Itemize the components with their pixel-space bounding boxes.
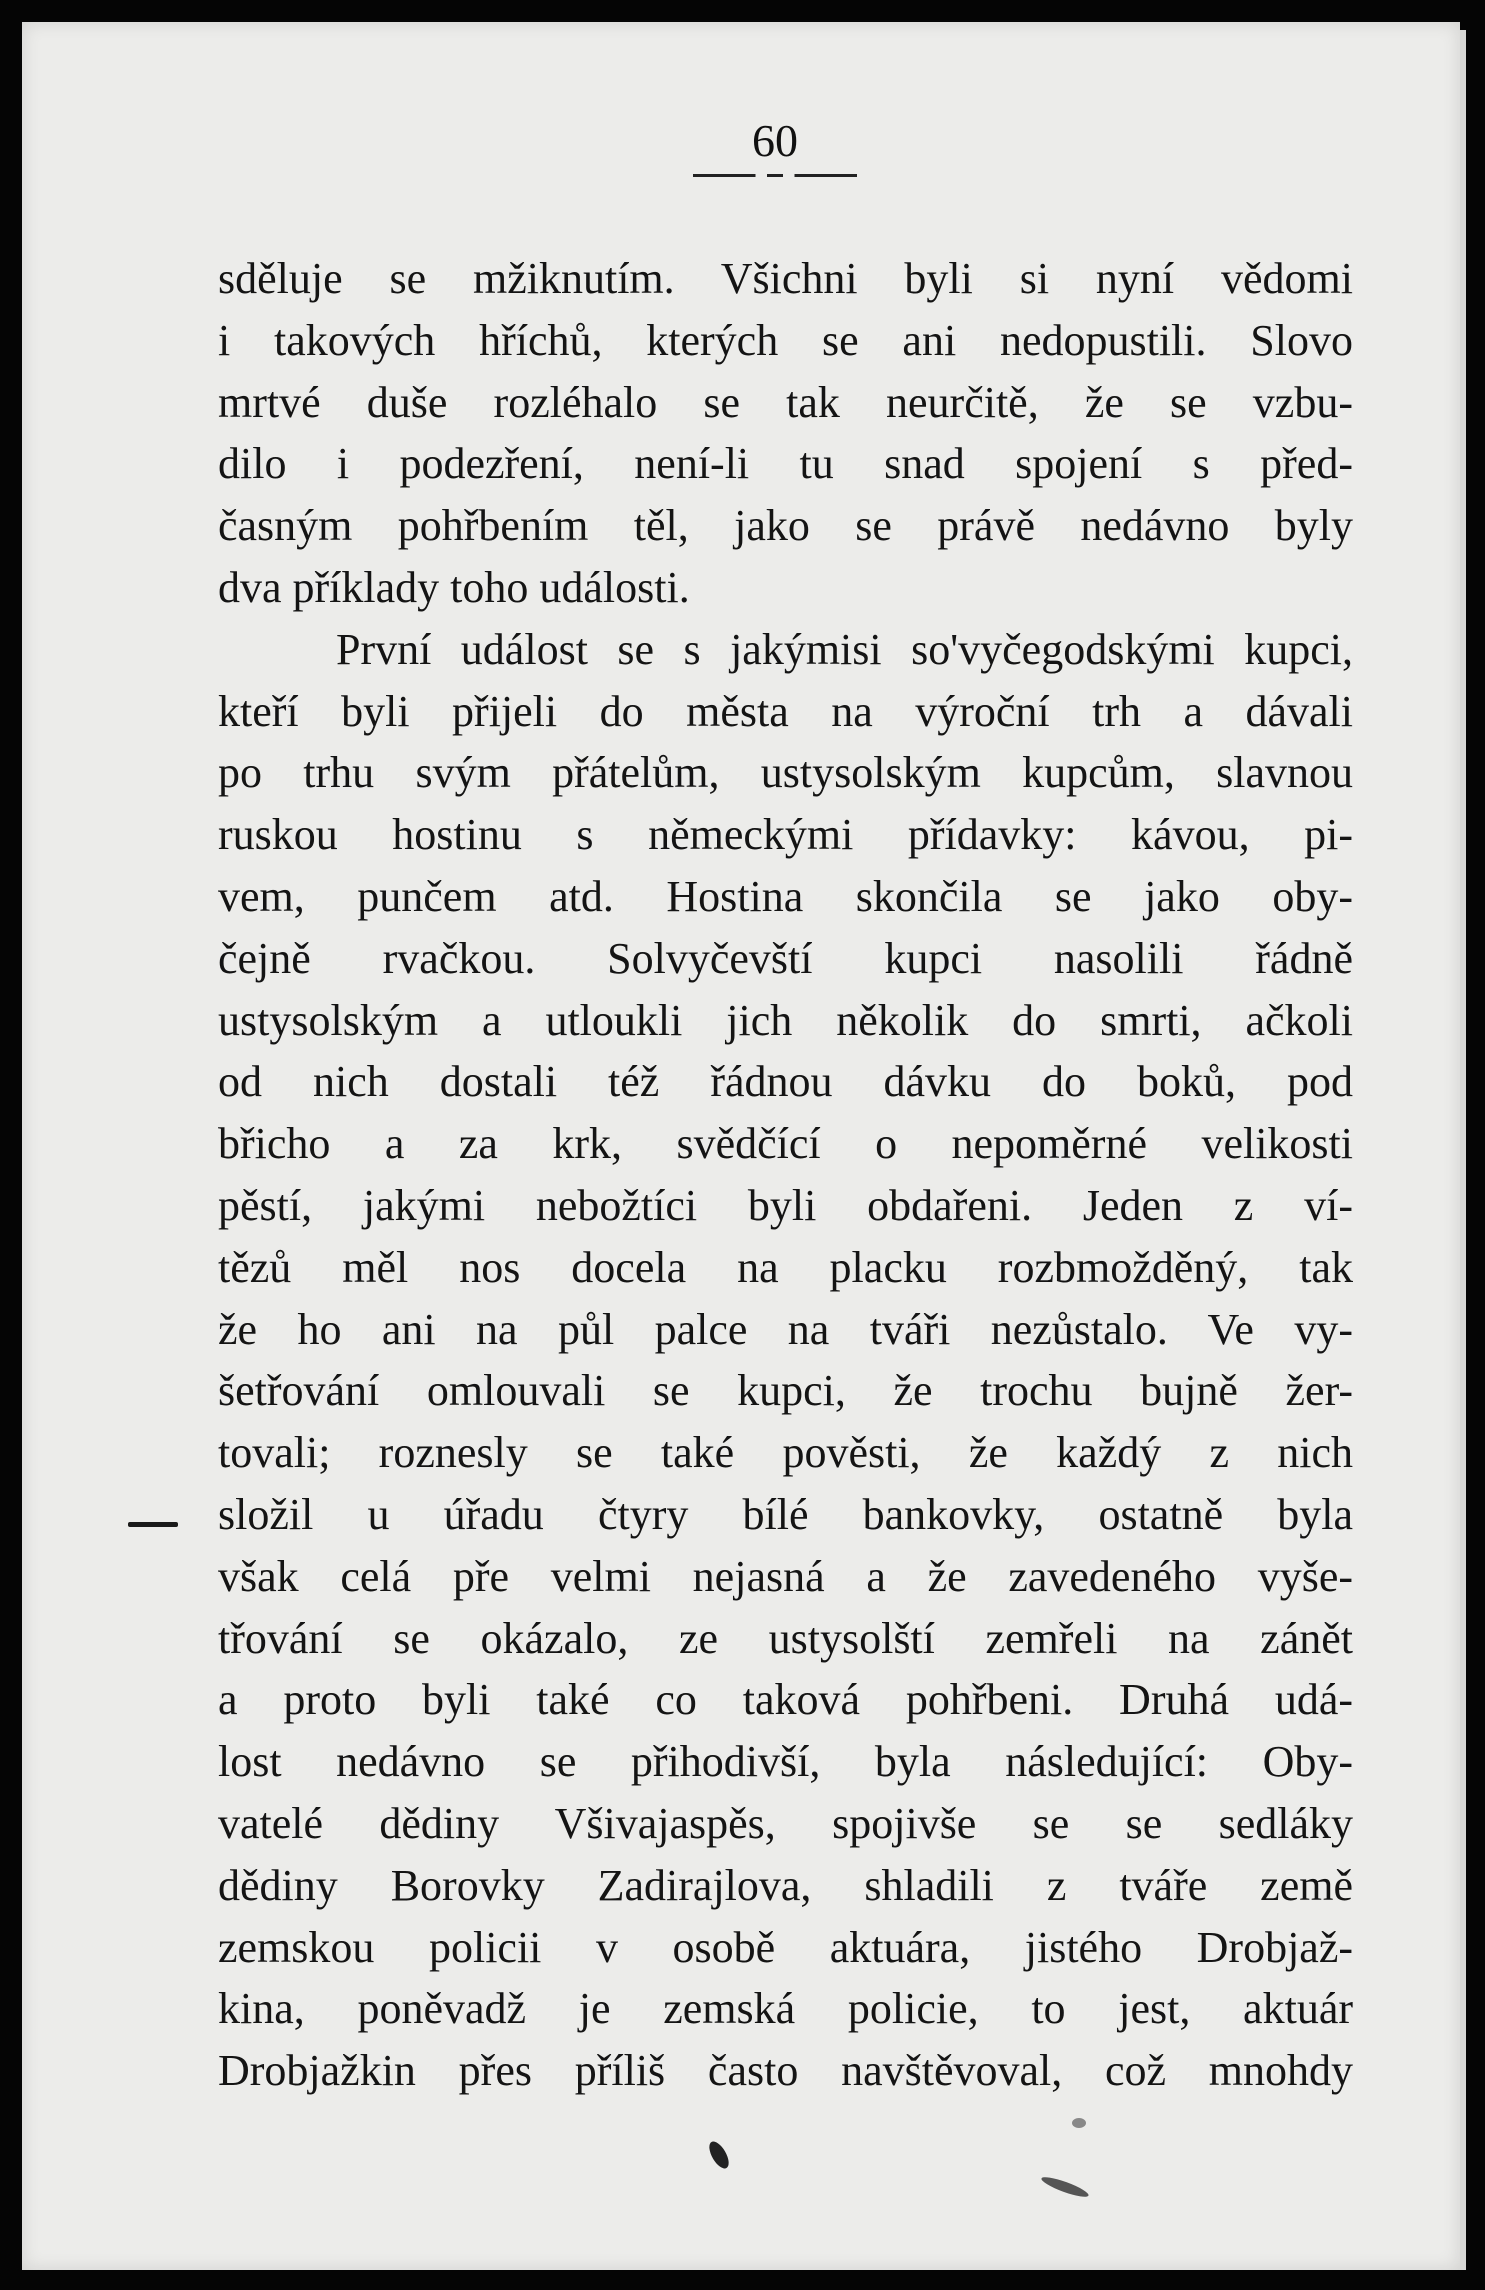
text-line: že ho ani na půl palce na tváři nezůstalo. Ve vy- (218, 1304, 1353, 1354)
text-line: ruskou hostinu s německými přídavky: kávou, pi- (218, 810, 1353, 860)
text-line: První událost se s jakýmisi so'vyčegodskými kupci, (336, 624, 1353, 674)
text-line: od nich dostali též řádnou dávku do boků, pod (218, 1057, 1353, 1107)
text-line: dilo i podezření, není-li tu snad spojení s před- (218, 439, 1353, 489)
text-line: zemskou policii v osobě aktuára, jistého Drobjaž- (218, 1922, 1353, 1972)
page-edge (1460, 30, 1466, 2270)
page-number: 60 (752, 115, 798, 166)
text-line: ustysolským a utloukli jich několik do smrti, ačkoli (218, 995, 1353, 1045)
text-line: po trhu svým přátelům, ustysolským kupcům, slavnou (218, 748, 1353, 798)
text-line: čejně rvačkou. Solvyčevští kupci nasolili řádně (218, 933, 1353, 983)
text-line: časným pohřbením těl, jako se právě nedávno byly (218, 501, 1353, 551)
text-line: pěstí, jakými nebožtíci byli obdařeni. Jeden z ví- (218, 1180, 1353, 1230)
text-line: vem, punčem atd. Hostina skončila se jako oby- (218, 871, 1353, 921)
text-line: vatelé dědiny Všivajaspěs, spojivše se se sedláky (218, 1798, 1353, 1848)
text-line: třování se okázalo, ze ustysolští zemřeli na zánět (218, 1613, 1353, 1663)
text-line: však celá pře velmi nejasná a že zavedeného vyše- (218, 1551, 1353, 1601)
text-line: tovali; roznesly se také pověsti, že každý z nich (218, 1428, 1353, 1478)
text-line: tězů měl nos docela na placku rozbmožděný, tak (218, 1242, 1353, 1292)
header-rule (693, 174, 857, 177)
text-line: břicho a za krk, svědčící o nepoměrné velikosti (218, 1119, 1353, 1169)
page-header (690, 115, 860, 177)
text-line: Drobjažkin přes příliš často navštěvoval, což mnohdy (218, 2046, 1353, 2096)
ink-speck (1072, 2118, 1086, 2128)
text-line: mrtvé duše rozléhalo se tak neurčitě, že se vzbu- (218, 377, 1353, 427)
text-line: i takových hříchů, kterých se ani nedopustili. Slovo (218, 315, 1353, 365)
body-text (218, 248, 1353, 2102)
text-line: složil u úřadu čtyry bílé bankovky, ostatně byla (218, 1489, 1353, 1539)
text-line: lost nedávno se přihodivší, byla následující: Oby- (218, 1737, 1353, 1787)
text-line: sděluje se mžiknutím. Všichni byli si nyní vědomi (218, 254, 1353, 303)
text-line: dva příklady toho události. (218, 562, 690, 612)
text-line: dědiny Borovky Zadirajlova, shladili z tváře země (218, 1860, 1353, 1910)
text-line: šetřování omlouvali se kupci, že trochu bujně žer- (218, 1366, 1353, 1416)
text-line: kteří byli přijeli do města na výroční trh a dávali (218, 686, 1353, 736)
text-line: a proto byli také co taková pohřbeni. Druhá udá- (218, 1675, 1353, 1725)
text-line: kina, poněvadž je zemská policie, to jest, aktuár (218, 1984, 1353, 2034)
margin-mark (128, 1522, 178, 1527)
